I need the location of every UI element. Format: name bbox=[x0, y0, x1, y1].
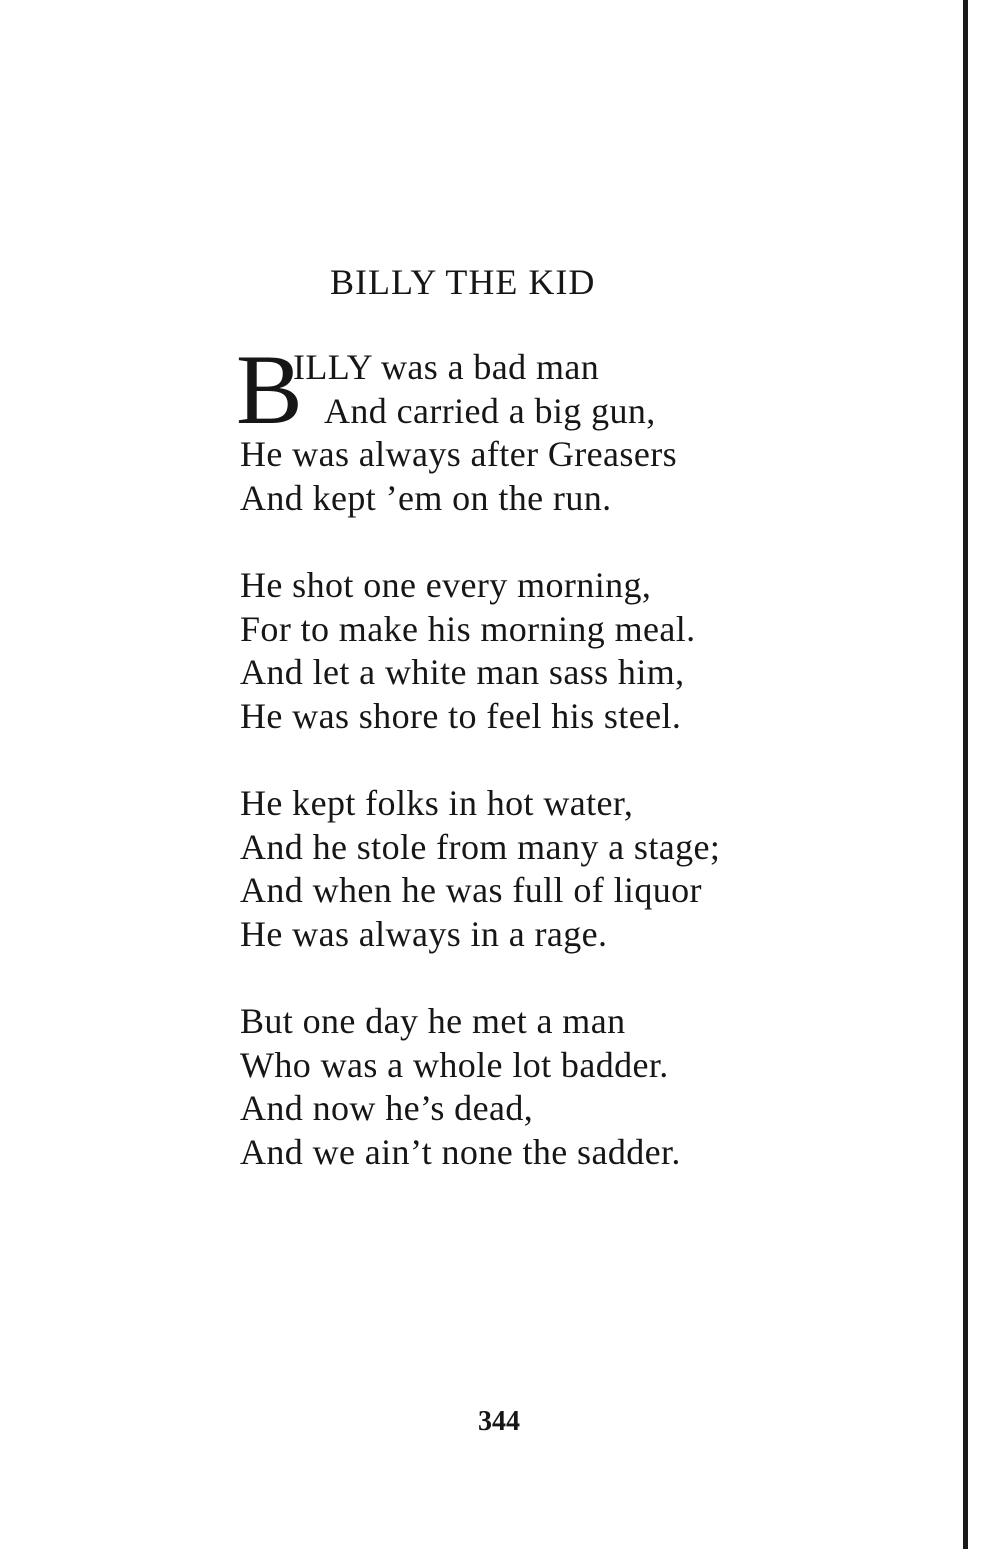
page-number: 344 bbox=[478, 1406, 520, 1437]
poem-line: And kept ’em on the run. bbox=[240, 477, 612, 518]
poem-line: And let a white man sass him, bbox=[240, 652, 685, 692]
poem-line: Who was a whole lot badder. bbox=[240, 1044, 669, 1085]
poem-line: And now he’s dead, bbox=[240, 1088, 534, 1128]
stanza-3 bbox=[240, 782, 940, 956]
stanza-4 bbox=[240, 1000, 940, 1174]
poem-line: And when he was full of liquor bbox=[240, 870, 702, 910]
poem-line: He kept folks in hot water, bbox=[240, 783, 634, 823]
poem-line: He shot one every morning, bbox=[240, 565, 652, 605]
poem-line: For to make his morning meal. bbox=[240, 608, 696, 649]
poem-line: And carried a big gun, bbox=[324, 390, 656, 431]
poem-line: He was always in a rage. bbox=[240, 913, 608, 954]
poem-body bbox=[236, 334, 940, 1218]
stanza-2 bbox=[240, 564, 940, 738]
poem-line: And we ain’t none the sadder. bbox=[240, 1131, 681, 1172]
stanza-1 bbox=[236, 334, 940, 520]
poem-line: He was shore to feel his steel. bbox=[240, 695, 682, 736]
poem-line: And he stole from many a stage; bbox=[240, 826, 721, 867]
page-edge-shadow bbox=[963, 0, 968, 1549]
drop-cap-block bbox=[236, 334, 940, 445]
poem-line: He was always after Greasers bbox=[240, 434, 677, 474]
poem-line: But one day he met a man bbox=[240, 1001, 626, 1041]
poem-title: BILLY THE KID bbox=[330, 262, 596, 302]
poem-line: ILLY was a bad man bbox=[293, 347, 600, 387]
drop-cap-letter: B bbox=[236, 334, 303, 445]
